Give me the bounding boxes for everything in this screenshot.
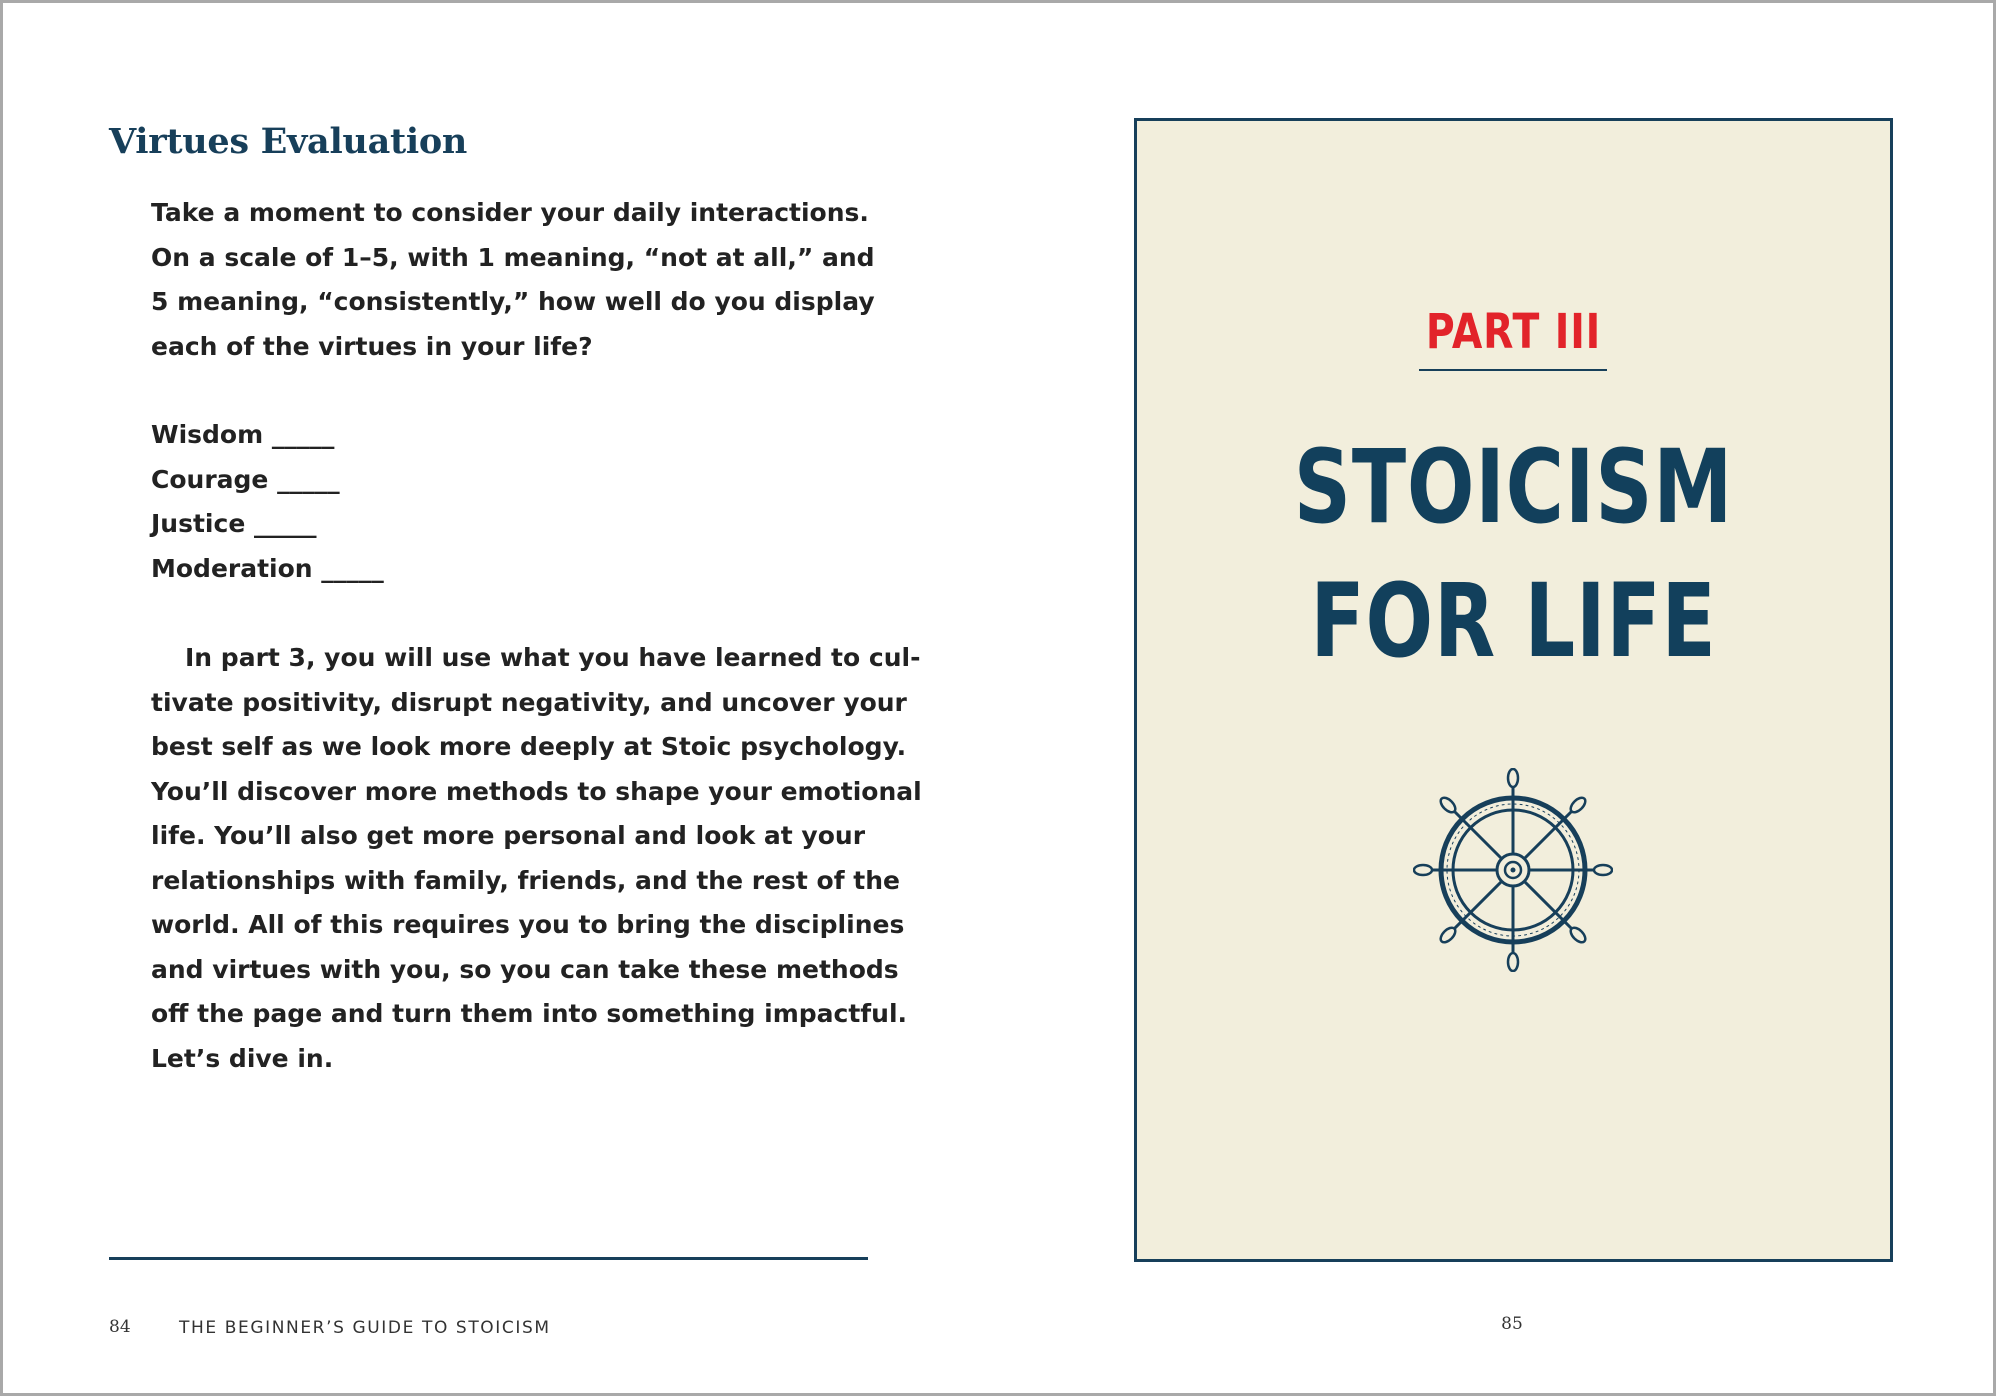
part-title-line: FOR LIFE: [1310, 562, 1717, 681]
part-title: [1220, 421, 1807, 689]
page-number-right: 85: [1501, 1314, 1523, 1334]
ship-wheel-icon: [1413, 768, 1613, 972]
part-title-line: STOICISM: [1293, 428, 1734, 547]
intro-line: On a scale of 1–5, with 1 meaning, “not at all,” and: [151, 242, 875, 272]
intro-paragraph: [151, 191, 875, 369]
right-page: [1001, 3, 1996, 1399]
section-title: Virtues Evaluation: [109, 121, 468, 162]
closing-line: off the page and turn them into something impactful.: [151, 999, 908, 1028]
virtue-item-justice: Justice _____: [151, 509, 317, 538]
virtues-list: [151, 413, 384, 591]
closing-line: world. All of this requires you to bring the disciplines: [151, 910, 905, 939]
part-label: PART III: [1425, 304, 1602, 360]
closing-line: Let’s dive in.: [151, 1043, 334, 1073]
intro-line: each of the virtues in your life?: [151, 331, 593, 361]
running-head: THE BEGINNER’S GUIDE TO STOICISM: [179, 1318, 551, 1338]
part-label-underline: [1419, 369, 1607, 371]
closing-line: You’ll discover more methods to shape your emotional: [151, 776, 922, 806]
closing-paragraph: [151, 636, 922, 1081]
closing-line: tivate positivity, disrupt negativity, and uncover your: [151, 687, 907, 717]
closing-line: life. You’ll also get more personal and look at your: [151, 821, 866, 850]
page-number-left: 84: [109, 1317, 131, 1337]
footer-divider: [109, 1257, 868, 1260]
virtue-item-moderation: Moderation _____: [151, 553, 384, 583]
closing-line: In part 3, you will use what you have learned to cul-: [185, 643, 921, 672]
left-page: [3, 3, 1001, 1399]
virtue-item-wisdom: Wisdom _____: [151, 420, 335, 449]
intro-line: 5 meaning, “consistently,” how well do you display: [151, 287, 875, 316]
virtue-item-courage: Courage _____: [151, 464, 340, 494]
closing-line: relationships with family, friends, and the rest of the: [151, 865, 901, 895]
part-opener-panel: [1134, 118, 1893, 1262]
closing-line: and virtues with you, so you can take these methods: [151, 954, 899, 984]
closing-line: best self as we look more deeply at Stoic psychology.: [151, 732, 907, 761]
intro-line: Take a moment to consider your daily interactions.: [151, 198, 869, 227]
